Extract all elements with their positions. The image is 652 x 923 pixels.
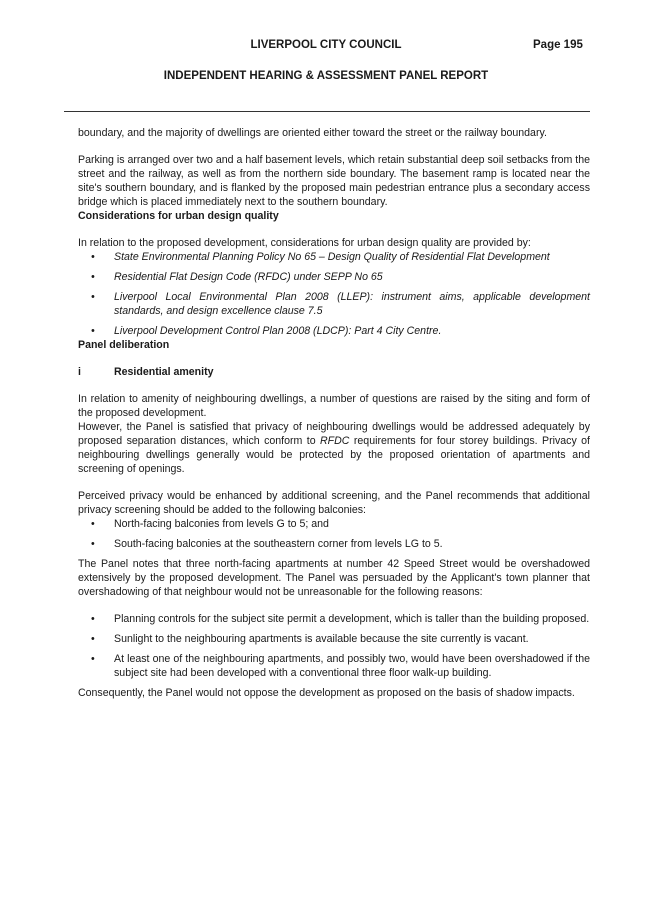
list-item: • Residential Flat Design Code (RFDC) under SEPP No 65: [78, 270, 590, 284]
subheading-title: Residential amenity: [114, 366, 214, 378]
paragraph-screening: Perceived privacy would be enhanced by additional screening, and the Panel recommends that additional privacy screening should be added to the following balconies:: [78, 490, 590, 516]
list-item: • Planning controls for the subject site permit a development, which is taller than the building proposed.: [78, 612, 590, 626]
list-item: • North-facing balconies from levels G to 5; and: [78, 517, 590, 531]
rfdc-reference: RFDC: [320, 435, 350, 447]
paragraph-overshadowing: The Panel notes that three north-facing apartments at number 42 Speed Street would be overshadowed extensively by the proposed development. The Panel was persuaded by the Applicant's town planner that overshadowing of that neighbour would not be unreasonable for the following reasons:: [78, 558, 590, 598]
considerations-list: [78, 250, 590, 338]
heading-urban-design: Considerations for urban design quality: [78, 210, 279, 222]
page-number: Page 195: [533, 39, 583, 51]
header-divider: [64, 111, 590, 112]
list-item: • South-facing balconies at the southeastern corner from levels LG to 5.: [78, 537, 590, 551]
balconies-list: [78, 517, 590, 551]
list-item: • Liverpool Local Environmental Plan 2008 (LLEP): instrument aims, applicable development standards, and design excellence clause 7.5: [78, 290, 590, 318]
list-item: • At least one of the neighbouring apartments, and possibly two, would have been overshadowed if the subject site had been developed with a conventional three floor walk-up building.: [78, 652, 590, 680]
heading-panel-deliberation: Panel deliberation: [78, 339, 170, 351]
privacy-text-b: requirements for four storey buildings. Privacy of neighbouring dwellings generally would be protected by the proposed orientation of apartments and screening of openings.: [78, 435, 590, 475]
subheading-number: i: [78, 366, 81, 378]
paragraph-parking: Parking is arranged over two and a half basement levels, which retain substantial deep soil setbacks from the street and the railway, as well as from the northern side boundary. The basement ramp is located near the site's southern boundary, and is flanked by the proposed main pedestrian entrance plus a secondary access bridge which is placed immediately next to the southern boundary.: [78, 154, 590, 208]
list-item: • State Environmental Planning Policy No 65 – Design Quality of Residential Flat Development: [78, 250, 590, 264]
privacy-text-a: However, the Panel is satisfied that privacy of neighbouring dwellings would be addressed adequately by proposed separation distances, which conform to: [78, 421, 590, 447]
paragraph-privacy: [78, 420, 590, 476]
report-title: INDEPENDENT HEARING & ASSESSMENT PANEL REPORT: [163, 70, 489, 82]
reasons-list: [78, 612, 590, 680]
paragraph-conclusion: Consequently, the Panel would not oppose the development as proposed on the basis of shadow impacts.: [78, 687, 575, 699]
subheading-residential-amenity: [78, 365, 590, 379]
paragraph-boundary: boundary, and the majority of dwellings are oriented either toward the street or the railway boundary.: [78, 127, 547, 139]
paragraph-considerations-intro: In relation to the proposed development, considerations for urban design quality are provided by:: [78, 237, 531, 249]
list-item: • Sunlight to the neighbouring apartments is available because the site currently is vacant.: [78, 632, 590, 646]
paragraph-amenity-intro: In relation to amenity of neighbouring dwellings, a number of questions are raised by the siting and form of the proposed development.: [78, 393, 590, 419]
council-name: LIVERPOOL CITY COUNCIL: [250, 39, 402, 51]
list-item: • Liverpool Development Control Plan 2008 (LDCP): Part 4 City Centre.: [78, 324, 590, 338]
document-body: [78, 126, 590, 700]
